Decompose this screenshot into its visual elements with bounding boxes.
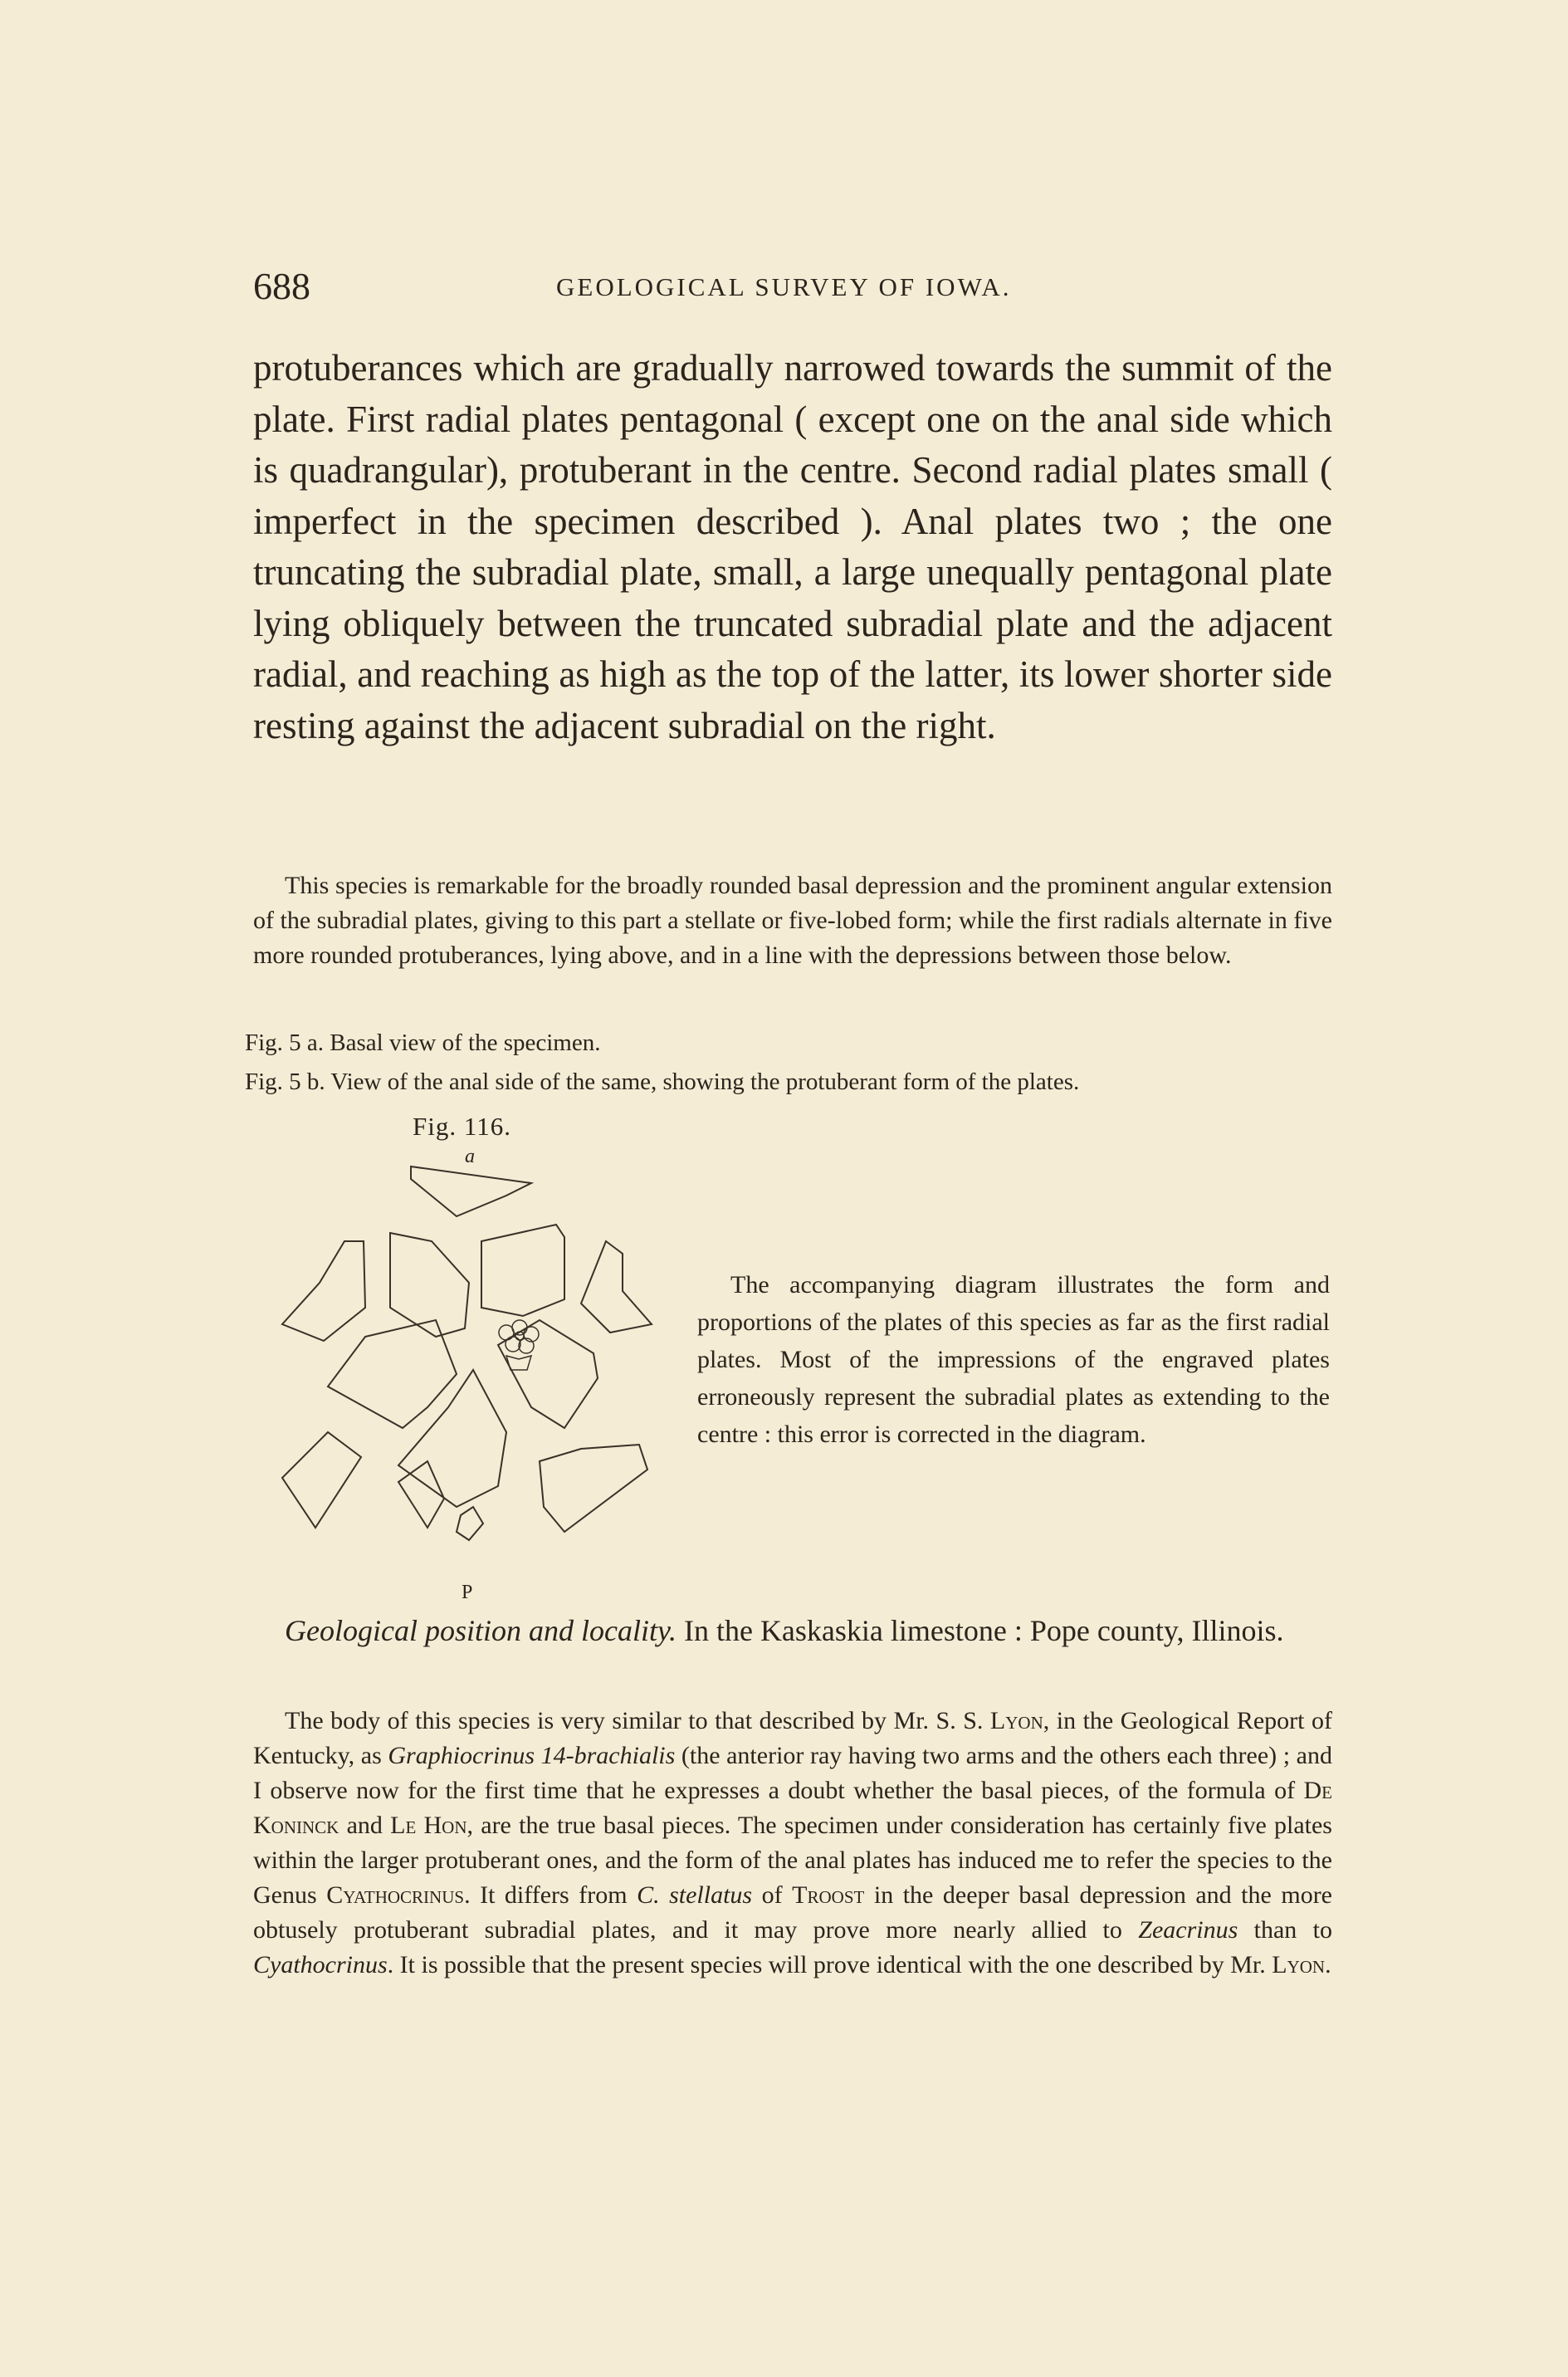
body-text: . bbox=[1325, 1951, 1331, 1978]
body-text: than to bbox=[1238, 1916, 1332, 1944]
plate-right-radial bbox=[581, 1241, 652, 1333]
body-text: (the anterior ray having two arms and the others each three) ; and I observe now for the first time that he expresses a doubt whether the basal pieces, of the formula of bbox=[253, 1742, 1332, 1804]
fig-caption-b: Fig. 5 b. View of the anal side of the same, showing the protuberant form of the plates. bbox=[245, 1069, 1080, 1095]
body-text: , in the Geological Report of Kentucky, as bbox=[253, 1707, 1333, 1769]
body-text: . It differs from bbox=[464, 1881, 637, 1909]
note-paragraph: This species is remarkable for the broadly rounded basal depression and the prominent angular extension of the subradial plates, giving to this part a stellate or five-lobed form; while the first radials alternate in five more rounded protuberances, lying above, and in a line with the depressions between those below. bbox=[253, 872, 1332, 969]
taxon-zeacrinus: Zeacrinus bbox=[1138, 1916, 1238, 1944]
plate-lower-center bbox=[398, 1370, 506, 1507]
plate-bottom bbox=[457, 1507, 483, 1540]
body-text: of bbox=[752, 1881, 793, 1909]
genus-cyathocrinus: Cyathocrinus bbox=[326, 1881, 465, 1909]
running-title: GEOLOGICAL SURVEY OF IOWA. bbox=[556, 272, 1012, 301]
author-troost: Troost bbox=[792, 1881, 865, 1909]
taxon-graphiocrinus: Graphiocrinus 14-brachialis bbox=[388, 1742, 676, 1769]
figure-description: The accompanying diagram illustrates the form and proportions of the plates of this species as far as the first radial plates. Most of the impressions of the engraved plates erroneously represent the subradial plates as extending to the centre : this error is corrected in the diagram. bbox=[697, 1271, 1330, 1448]
plate-lower-left bbox=[282, 1432, 361, 1528]
body-text: , are the true basal pieces. The specimen under consideration has certainly five plates within the larger protuberant ones, and the form of the anal plates has induced me to refer the species to the Genus bbox=[253, 1812, 1332, 1909]
author-lyon: Lyon bbox=[989, 1707, 1043, 1734]
figure-label-a: a bbox=[465, 1146, 475, 1167]
plate-top bbox=[411, 1166, 531, 1216]
taxon-c-stellatus: C. stellatus bbox=[637, 1881, 753, 1909]
figure-title: Fig. 116. bbox=[413, 1112, 511, 1141]
geological-position bbox=[253, 1607, 1332, 1655]
body-text: and bbox=[339, 1812, 391, 1839]
author-le-hon: Le Hon bbox=[390, 1812, 467, 1839]
body-text: in the deeper basal depression and the more obtusely protuberant subradial plates, and it may prove more nearly allied to bbox=[253, 1881, 1332, 1944]
author-lyon: Lyon bbox=[1272, 1951, 1326, 1978]
fig-caption-a: Fig. 5 a. Basal view of the specimen. bbox=[245, 1030, 601, 1056]
body-paragraph bbox=[253, 1704, 1332, 1983]
page-number: 688 bbox=[253, 265, 310, 307]
plate-lower-right bbox=[540, 1445, 647, 1532]
geological-position-text: In the Kaskaskia limestone : Pope county, Illinois. bbox=[676, 1614, 1284, 1647]
author-de-koninck: De Koninck bbox=[253, 1777, 1332, 1839]
geological-position-label: Geological position and locality. bbox=[285, 1614, 677, 1647]
main-paragraph: protuberances which are gradually narrowed towards the summit of the plate. First radial plates pentagonal ( except one on the anal side which is quadrangular), protuberant in the centre. Second radial plates small ( imperfect in the specimen described ). Anal plates two ; the one truncating the subradial plate, small, a large unequally pentagonal plate lying obliquely between the truncated subradial plate and the adjacent radial, and reaching as high as the top of the latter, its lower shorter side resting against the adjacent subradial on the right. bbox=[253, 347, 1332, 746]
figure-label-p: P bbox=[462, 1582, 473, 1603]
central-cluster bbox=[499, 1320, 539, 1370]
body-text: . It is possible that the present species will prove identical with the one described by Mr. bbox=[387, 1951, 1272, 1978]
plate-left-radial bbox=[282, 1241, 365, 1341]
taxon-cyathocrinus: Cyathocrinus bbox=[253, 1951, 388, 1978]
plate-diagram bbox=[257, 1158, 672, 1582]
plate-center-right bbox=[481, 1225, 564, 1316]
body-text: The body of this species is very similar to that described by Mr. S. S. bbox=[285, 1707, 990, 1734]
page-header bbox=[253, 264, 1332, 314]
